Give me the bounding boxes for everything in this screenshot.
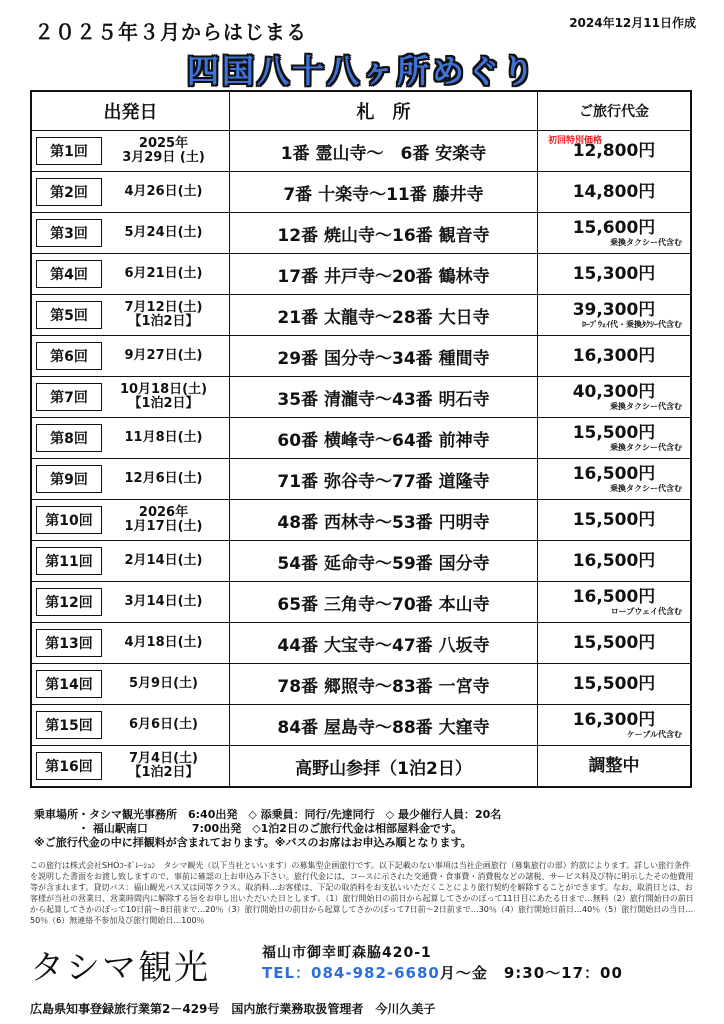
price-note: ケーブル代含む: [626, 730, 682, 739]
trip-date-cell: [32, 582, 230, 622]
departure-date: 6月21日(土): [124, 266, 203, 281]
price-note: ロープウェイ代含む: [610, 607, 682, 616]
temple-range: 54番 延命寺～59番 国分寺: [230, 541, 538, 581]
departure-date: 3月14日(土): [124, 594, 203, 609]
price-cell: [538, 664, 690, 704]
trip-date-cell: [32, 541, 230, 581]
special-price-badge: 初回特別価格: [548, 136, 603, 146]
temple-range: 84番 屋島寺～88番 大窪寺: [230, 705, 538, 745]
trip-price: 16,300円: [572, 345, 656, 366]
trip-number: 第7回: [36, 383, 102, 411]
trip-price: 15,500円: [572, 423, 656, 443]
departure-date: 7月4日(土) 【1泊2日】: [128, 751, 199, 780]
header-price: ご旅行代金: [579, 104, 649, 120]
trip-price: 15,500円: [572, 632, 656, 653]
schedule-table: [30, 90, 692, 788]
table-header: [32, 92, 690, 131]
trip-date-cell: [32, 336, 230, 376]
phone-number: TEL：084-982-6680: [262, 964, 440, 982]
trip-number: 第6回: [36, 342, 102, 370]
trip-number: 第16回: [36, 752, 102, 780]
trip-date-cell: [32, 623, 230, 663]
price-cell: [538, 418, 690, 458]
temple-range: 48番 西林寺～53番 円明寺: [230, 500, 538, 540]
departure-date: 5月9日(土): [129, 676, 198, 691]
info-line-2: ・ 福山駅南口 7:00出発 ◇1泊2日のご旅行代金は相部屋料金です。: [34, 822, 463, 835]
departure-date: 2025年 3月29日 (土): [122, 136, 205, 165]
trip-number: 第3回: [36, 219, 102, 247]
price-cell: [538, 500, 690, 540]
table-body: [32, 131, 690, 786]
price-cell: [538, 459, 690, 499]
trip-date-cell: [32, 213, 230, 253]
trip-number: 第1回: [36, 137, 102, 165]
trip-date-cell: [32, 172, 230, 212]
table-row: [32, 664, 690, 705]
trip-date-cell: [32, 459, 230, 499]
table-row: [32, 746, 690, 786]
temple-range: 12番 焼山寺～16番 観音寺: [230, 213, 538, 253]
price-cell: [538, 172, 690, 212]
price-note: 乗換タクシー代含む: [610, 402, 682, 411]
trip-price: 16,500円: [572, 587, 656, 607]
company-contact: [262, 962, 623, 983]
table-row: [32, 623, 690, 664]
table-row: [32, 500, 690, 541]
trip-price: 16,500円: [572, 550, 656, 571]
table-row: [32, 336, 690, 377]
info-line-1: 乗車場所・タシマ観光事務所 6:40出発 ◇ 添乗員：同行/先達同行 ◇ 最少催行人員：20名: [34, 808, 502, 821]
departure-date: 4月18日(土): [124, 635, 203, 650]
trip-date-cell: [32, 746, 230, 786]
trip-number: 第10回: [36, 506, 102, 534]
price-cell: [538, 377, 690, 417]
created-date: 2024年12月11日作成: [569, 16, 696, 30]
company-address: 福山市御幸町森脇420-1: [262, 945, 432, 961]
departure-date: 4月26日(土): [124, 184, 203, 199]
trip-price: 15,500円: [572, 509, 656, 530]
departure-date: 2026年 1月17日(土): [124, 505, 203, 534]
table-row: [32, 254, 690, 295]
price-cell: [538, 746, 690, 786]
table-row: [32, 295, 690, 336]
temple-range: 60番 横峰寺～64番 前神寺: [230, 418, 538, 458]
trip-price: 15,500円: [572, 673, 656, 694]
temple-range: 21番 太龍寺～28番 大日寺: [230, 295, 538, 335]
table-row: [32, 377, 690, 418]
subtitle: ２０２５年３月からはじまる: [34, 20, 307, 44]
price-note: 乗換タクシー代含む: [610, 443, 682, 452]
trip-number: 第14回: [36, 670, 102, 698]
temple-range: 78番 郷照寺～83番 一宮寺: [230, 664, 538, 704]
business-hours: 月～金 9:30～17：00: [439, 964, 623, 982]
trip-price: 40,300円: [572, 382, 656, 402]
table-row: [32, 418, 690, 459]
trip-number: 第9回: [36, 465, 102, 493]
departure-date: 5月24日(土): [124, 225, 203, 240]
price-cell: [538, 705, 690, 745]
table-row: [32, 172, 690, 213]
trip-date-cell: [32, 705, 230, 745]
price-note: 乗換タクシー代含む: [610, 484, 682, 493]
price-cell: [538, 541, 690, 581]
trip-price: 39,300円: [572, 300, 656, 320]
departure-date: 6月6日(土): [129, 717, 198, 732]
trip-number: 第2回: [36, 178, 102, 206]
trip-date-cell: [32, 377, 230, 417]
temple-range: 71番 弥谷寺～77番 道隆寺: [230, 459, 538, 499]
boarding-info: [34, 808, 501, 850]
trip-price: 15,600円: [572, 218, 656, 238]
temple-range: 35番 清瀧寺～43番 明石寺: [230, 377, 538, 417]
price-cell: [538, 131, 690, 171]
price-cell: [538, 582, 690, 622]
price-cell: [538, 295, 690, 335]
table-row: [32, 541, 690, 582]
departure-date: 11月8日(土): [124, 430, 203, 445]
temple-range: 1番 霊山寺～ 6番 安楽寺: [230, 131, 538, 171]
trip-price: 12,800円: [572, 140, 656, 161]
trip-number: 第15回: [36, 711, 102, 739]
trip-date-cell: [32, 254, 230, 294]
trip-number: 第13回: [36, 629, 102, 657]
header-temples: 札 所: [230, 92, 538, 130]
trip-date-cell: [32, 131, 230, 171]
departure-date: 9月27日(土): [124, 348, 203, 363]
trip-number: 第12回: [36, 588, 102, 616]
departure-date: 12月6日(土): [124, 471, 203, 486]
temple-range: 17番 井戸寺～20番 鶴林寺: [230, 254, 538, 294]
temple-range: 7番 十楽寺～11番 藤井寺: [230, 172, 538, 212]
price-cell: [538, 254, 690, 294]
temple-range: 高野山参拝（1泊2日）: [230, 746, 538, 786]
trip-price: 調整中: [588, 755, 640, 776]
temple-range: 29番 国分寺～34番 種間寺: [230, 336, 538, 376]
price-note: 乗換タクシー代含む: [610, 238, 682, 247]
table-row: [32, 582, 690, 623]
trip-number: 第8回: [36, 424, 102, 452]
table-row: [32, 131, 690, 172]
trip-date-cell: [32, 295, 230, 335]
trip-price: 15,300円: [572, 263, 656, 284]
trip-date-cell: [32, 418, 230, 458]
price-cell: [538, 623, 690, 663]
departure-date: 7月12日(土) 【1泊2日】: [124, 300, 203, 329]
temple-range: 65番 三角寺～70番 本山寺: [230, 582, 538, 622]
departure-date: 2月14日(土): [124, 553, 203, 568]
temple-range: 44番 大宝寺～47番 八坂寺: [230, 623, 538, 663]
table-row: [32, 213, 690, 254]
price-note: ﾛｰﾌﾟｳｪｲ代・乗換ﾀｸｼｰ代含む: [582, 320, 682, 329]
table-row: [32, 459, 690, 500]
company-name: タシマ観光: [30, 948, 210, 988]
registration-info: 広島県知事登録旅行業第2－429号 国内旅行業務取扱管理者 今川久美子: [30, 1002, 436, 1016]
trip-number: 第5回: [36, 301, 102, 329]
table-row: [32, 705, 690, 746]
terms-fine-print: この旅行は株式会社SHOｺｰﾎﾟﾚｰｼｮﾝ タシマ観光（以下当社といいます）の募集型企画旅行です。以下記載のない事項は当社企画旅行（募集旅行の部）約款によります。詳しい旅行条件を説明した書面をお渡し致しますので、事前に確認の上お申込み下さい。旅行代金には、コースに示された交通費・食事費・消費税などの諸税、サービス料及び特に明示したその他費用等が含まれます。貸切バス：福山観光バス又は同等クラス。取消料…お客様は、下記の取消料をお支払いいただくことにより旅行契約を解除することができます。なお、取消日とは、お客様が当社の営業日、営業時間内に解除する旨をお申し出いただいた日とします。（1）旅行開始日の前日から起算してさかのぼって11日目にあたる日まで…無料（2）旅行開始日の前日から起算してさかのぼって10日前～8日前まで…20％（3）旅行開始日の前日から起算してさかのぼって7日前～2日前まで…30％（4）旅行開始日前日…40％（5）旅行開始日の当日…50％（6）無連絡不参加及び旅行開始日…100％: [30, 861, 694, 925]
trip-number: 第11回: [36, 547, 102, 575]
page-title: 四国八十八ヶ所めぐり: [186, 52, 537, 90]
trip-price: 14,800円: [572, 181, 656, 202]
trip-number: 第4回: [36, 260, 102, 288]
trip-date-cell: [32, 500, 230, 540]
trip-price: 16,500円: [572, 464, 656, 484]
header-date: 出発日: [32, 92, 230, 130]
departure-date: 10月18日(土) 【1泊2日】: [119, 382, 208, 411]
price-cell: [538, 213, 690, 253]
trip-date-cell: [32, 664, 230, 704]
trip-price: 16,300円: [572, 710, 656, 730]
price-cell: [538, 336, 690, 376]
info-line-3: ※ご旅行代金の中に拝観料が含まれております。※バスのお席はお申込み順となります。: [34, 836, 472, 849]
